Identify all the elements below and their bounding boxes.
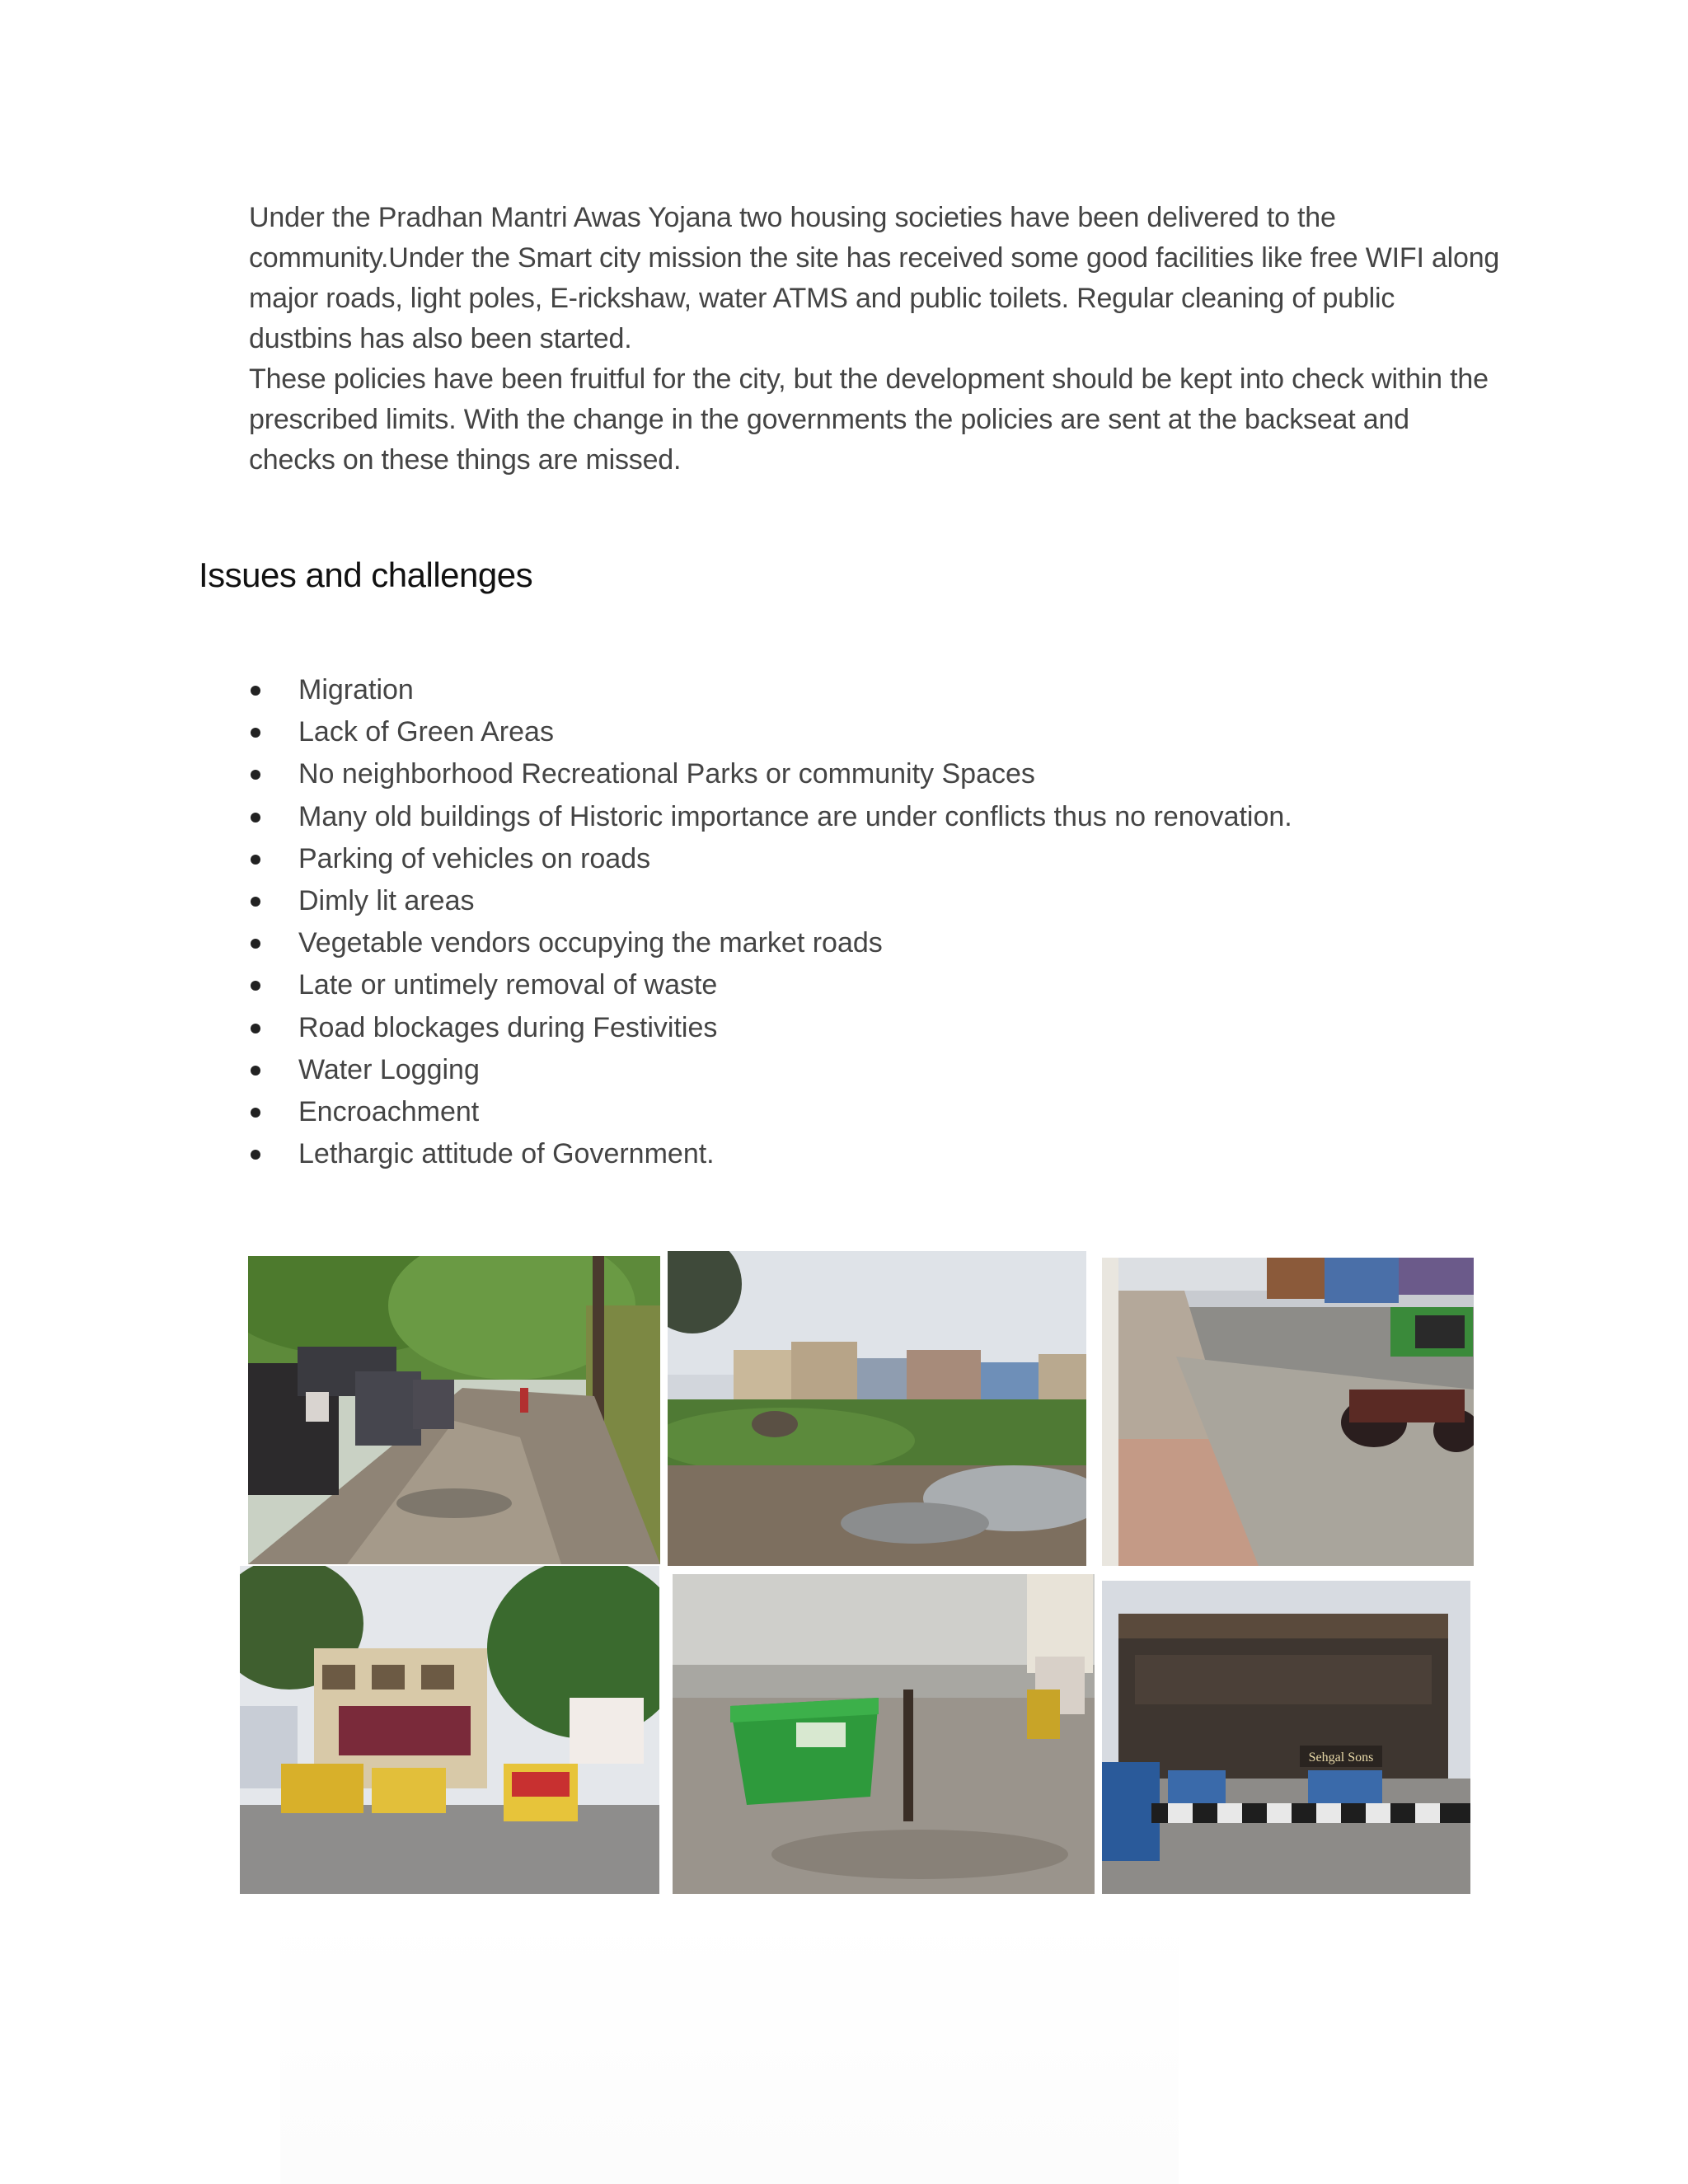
- list-item-text: Encroachment: [298, 1096, 480, 1128]
- list-item-text: Migration: [298, 674, 414, 705]
- bullet-icon: [251, 855, 260, 865]
- list-item: [249, 711, 1292, 753]
- list-item: [249, 880, 1292, 922]
- bullet-icon: [251, 728, 260, 738]
- list-item-text: No neighborhood Recreational Parks or community Spaces: [298, 758, 1035, 790]
- intro-paragraph-1: Under the Pradhan Mantri Awas Yojana two housing societies have been delivered to the community.Under the Smart city mission the site has received some good facilities like free WIFI along major roads, light poles, E-rickshaw, water ATMS and public toilets. Regular cleaning of public dustbins has also been started.: [249, 202, 1500, 354]
- intro-text: [249, 198, 1502, 480]
- list-item-text: Water Logging: [298, 1053, 480, 1085]
- bullet-icon: [251, 813, 260, 823]
- list-item: [249, 1007, 1292, 1049]
- bullet-icon: [251, 897, 260, 907]
- bullet-icon: [251, 1108, 260, 1118]
- bullet-icon: [251, 1066, 260, 1076]
- photo-hoardings-street: [240, 1566, 659, 1894]
- list-item-text: Vegetable vendors occupying the market roads: [298, 927, 883, 959]
- bullet-icon: [251, 770, 260, 780]
- bullet-icon: [251, 1024, 260, 1033]
- page-background: [280, 1912, 1179, 2184]
- list-item: [249, 838, 1292, 880]
- bullet-icon: [251, 981, 260, 991]
- list-item: [249, 753, 1292, 795]
- list-item: [249, 669, 1292, 711]
- shop-sign: Sehgal Sons: [1308, 1750, 1374, 1765]
- photo-muddy-lane: [248, 1256, 660, 1564]
- photo-dustbin: [673, 1574, 1095, 1894]
- list-item: [249, 922, 1292, 964]
- list-item-text: Late or untimely removal of waste: [298, 969, 718, 1001]
- list-item: [249, 1133, 1292, 1175]
- section-heading: Issues and challenges: [199, 555, 533, 594]
- list-item: [249, 796, 1292, 838]
- bullet-icon: [251, 939, 260, 949]
- intro-paragraph-2: These policies have been fruitful for the city, but the development should be kept into check within the prescribed limits. With the change in the governments the policies are sent at the backseat and checks on these things are missed.: [249, 363, 1489, 476]
- bullet-icon: [251, 686, 260, 696]
- photo-broken-footpath: [1102, 1258, 1474, 1566]
- list-item: [249, 964, 1292, 1006]
- list-item-text: Dimly lit areas: [298, 885, 475, 917]
- bullet-icon: [251, 1150, 260, 1160]
- list-item-text: Lack of Green Areas: [298, 716, 554, 748]
- list-item-text: Many old buildings of Historic importance are under conflicts thus no renovation.: [298, 800, 1292, 832]
- list-item-text: Lethargic attitude of Government.: [298, 1138, 715, 1170]
- list-item-text: Parking of vehicles on roads: [298, 842, 651, 874]
- issues-list: [249, 669, 1292, 1175]
- photo-waterlogged-ground: [668, 1251, 1086, 1566]
- list-item-text: Road blockages during Festivities: [298, 1011, 718, 1043]
- list-item: [249, 1049, 1292, 1091]
- list-item: [249, 1091, 1292, 1133]
- photo-market-street: [1102, 1581, 1470, 1894]
